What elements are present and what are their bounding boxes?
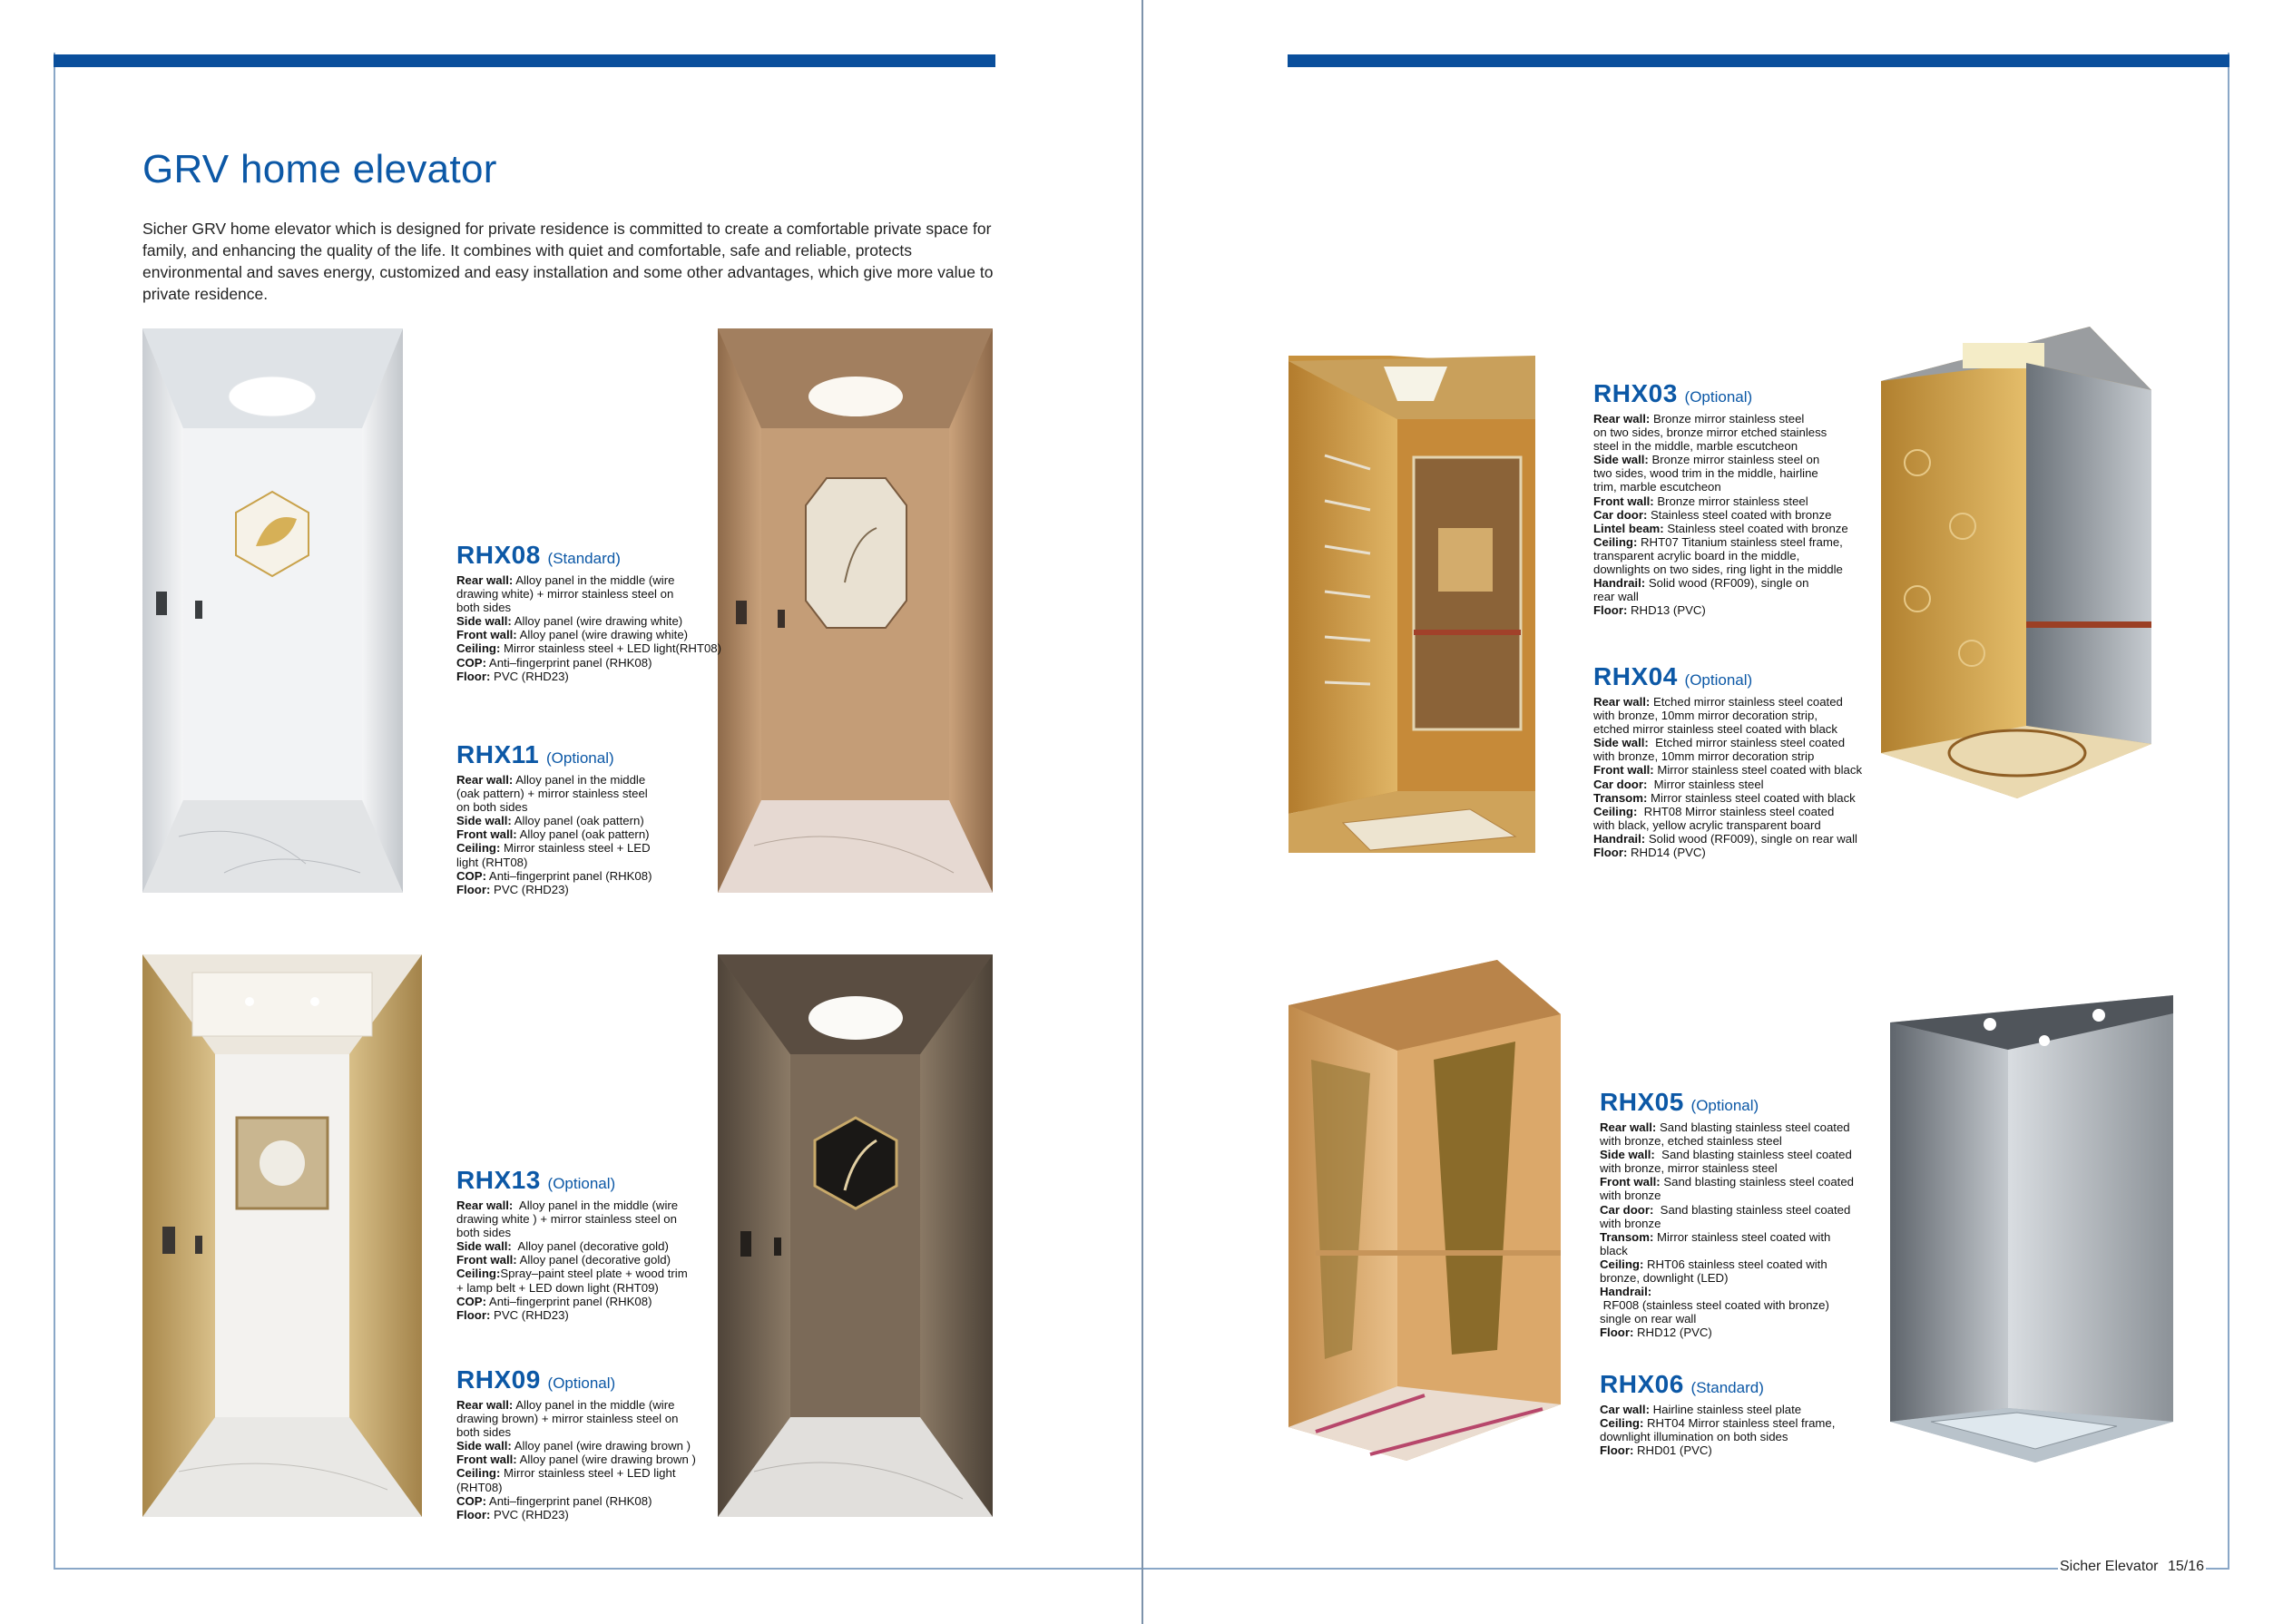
spec-line-text: two sides, wood trim in the middle, hairline <box>1593 466 1818 481</box>
spec-line <box>1600 1230 1881 1244</box>
spec-line <box>456 614 729 628</box>
spec-line <box>456 1508 729 1521</box>
rhx03-spec <box>1593 380 1875 617</box>
spec-line <box>1593 695 1875 709</box>
spec-line-text: transparent acrylic board in the middle, <box>1593 548 1800 563</box>
spec-line-text: PVC (RHD23) <box>490 669 569 683</box>
spec-line-text: Sand blasting stainless steel coated <box>1654 1148 1852 1162</box>
page-footer <box>2058 1559 2206 1575</box>
spec-line <box>1600 1443 1881 1457</box>
spec-line <box>1593 426 1875 439</box>
spec-line <box>1593 590 1875 603</box>
page-spine <box>1142 0 1143 1624</box>
spec-line <box>1593 805 1875 818</box>
spec-line <box>456 1466 729 1480</box>
spec-line-text: RHD01 (PVC) <box>1633 1443 1712 1458</box>
spec-line-text: Anti–fingerprint panel (RHK08) <box>485 868 652 883</box>
spec-line-label: Ceiling: <box>456 1466 501 1481</box>
spec-line <box>456 601 729 614</box>
spec-line-text: both sides <box>456 601 512 615</box>
spec-line <box>1593 439 1875 453</box>
spec-line <box>1600 1148 1881 1161</box>
spec-line-text: Mirror stainless steel + LED light <box>500 1466 676 1481</box>
spec-line-text: Anti–fingerprint panel (RHK08) <box>485 1294 652 1308</box>
spec-line-text: Spray–paint steel plate + wood trim <box>500 1267 688 1281</box>
spec-line-label: Floor: <box>1593 846 1628 860</box>
spec-line-label: COP: <box>456 1493 486 1508</box>
spec-line-text: Anti–fingerprint panel (RHK08) <box>485 1493 652 1508</box>
spec-line-label: Floor: <box>456 882 491 896</box>
spec-line <box>456 1398 729 1412</box>
spec-line-text: Alloy panel (decorative gold) <box>511 1239 669 1254</box>
rhx05-spec <box>1600 1089 1881 1340</box>
spec-line-label: Car wall: <box>1600 1403 1650 1416</box>
spec-line-text: drawing white ) + mirror stainless steel on <box>456 1212 677 1227</box>
spec-line <box>1600 1403 1881 1416</box>
spec-line <box>456 1253 729 1267</box>
spec-line-label: Ceiling: <box>456 641 501 656</box>
spec-line-text: Solid wood (RF009), single on <box>1645 576 1809 591</box>
spec-line-label: COP: <box>456 868 486 883</box>
spec-line-text: PVC (RHD23) <box>490 882 569 896</box>
spec-line-label: Floor: <box>456 669 491 683</box>
spec-line <box>456 1239 729 1253</box>
spec-line-text: Alloy panel (oak pattern) <box>511 814 644 828</box>
spec-line <box>456 1281 729 1295</box>
spec-line-text: with bronze, 10mm mirror decoration strip <box>1593 749 1815 764</box>
spec-line-text: RHT06 stainless steel coated with <box>1643 1257 1827 1271</box>
spec-line-label: Side wall: <box>1593 736 1649 750</box>
spec-line <box>1593 549 1875 563</box>
spec-line-label: Ceiling: <box>1600 1416 1644 1431</box>
spec-line-text: single on rear wall <box>1600 1312 1697 1326</box>
spec-line-label: Front wall: <box>1593 494 1654 508</box>
spec-line-text: Sand blasting stainless steel coated <box>1653 1202 1851 1217</box>
spec-line-text: Etched mirror stainless steel coated <box>1650 695 1843 709</box>
spec-line-label: Handrail: <box>1593 831 1646 846</box>
spec-line-text: Bronze mirror stainless steel <box>1653 494 1808 508</box>
spec-line-text: downlight illumination on both sides <box>1600 1430 1788 1444</box>
spec-line-label: Ceiling: <box>1593 804 1638 818</box>
spec-line-text: RHT08 Mirror stainless steel coated <box>1637 804 1835 818</box>
spec-line <box>456 814 729 827</box>
spec-line <box>1593 563 1875 576</box>
rhx06-model-code: RHX06 <box>1600 1370 1684 1398</box>
rhx05-heading <box>1600 1089 1881 1120</box>
spec-line-text: RHT04 Mirror stainless steel frame, <box>1643 1416 1836 1431</box>
spec-line-text: Alloy panel in the middle (wire <box>513 1398 675 1412</box>
spec-line-text: on two sides, bronze mirror etched stainless <box>1593 426 1827 440</box>
rhx11-heading <box>456 741 729 772</box>
spec-line-text: RHD13 (PVC) <box>1627 603 1706 618</box>
spec-line <box>456 800 729 814</box>
spec-line-text: Stainless steel coated with bronze <box>1647 507 1832 522</box>
spec-line-text: RHD14 (PVC) <box>1627 846 1706 860</box>
spec-line-text: rear wall <box>1593 590 1639 604</box>
spec-line <box>1593 453 1875 466</box>
spec-line-label: Floor: <box>456 1307 491 1322</box>
rhx05-model-code: RHX05 <box>1600 1088 1684 1116</box>
spec-line <box>1600 1175 1881 1189</box>
spec-line-label: Handrail: <box>1593 576 1646 591</box>
rhx08-model-tag: (Standard) <box>547 550 621 567</box>
spec-line <box>1593 576 1875 590</box>
spec-line-label: Floor: <box>1593 603 1628 618</box>
rhx03-model-tag: (Optional) <box>1684 388 1753 406</box>
spec-line-text: Alloy panel (oak pattern) <box>516 827 650 842</box>
spec-line-text: trim, marble escutcheon <box>1593 480 1721 494</box>
spec-line-text: RF008 (stainless steel coated with bronze) <box>1600 1298 1829 1313</box>
spec-line-text: drawing brown) + mirror stainless steel on <box>456 1412 679 1426</box>
left-header-bar <box>54 54 995 67</box>
spec-line-label: Car door: <box>1593 507 1648 522</box>
spec-line-text: Etched mirror stainless steel coated <box>1648 736 1846 750</box>
rhx04-heading <box>1593 663 1875 694</box>
spec-line-label: Handrail: <box>1600 1285 1652 1299</box>
spec-line-text: Sand blasting stainless steel coated <box>1660 1175 1855 1189</box>
spec-line <box>1593 480 1875 494</box>
spec-line <box>456 1295 729 1308</box>
intro-paragraph: Sicher GRV home elevator which is designed for private residence is committed to create a comfortable private space for family, and enhancing the quality of the life. It combines with quiet and comfortable, safe and reliable, protects environmental and saves energy, customized and easy installation and some other advantages, which give more value to private residence. <box>142 220 994 303</box>
spec-line <box>1593 722 1875 736</box>
spec-line <box>1593 778 1875 791</box>
spec-line-label: Rear wall: <box>456 1198 514 1212</box>
right-header-bar <box>1288 54 2229 67</box>
spec-line <box>1593 508 1875 522</box>
spec-line-label: Rear wall: <box>1600 1120 1657 1134</box>
spec-line-label: Front wall: <box>456 628 517 642</box>
spec-line-text: Mirror stainless steel <box>1647 777 1764 791</box>
spec-line-text: Anti–fingerprint panel (RHK08) <box>485 655 652 670</box>
rhx11-model-code: RHX11 <box>456 740 540 768</box>
spec-line-text: Stainless steel coated with bronze <box>1663 521 1848 535</box>
spec-line-text: (RHT08) <box>456 1480 503 1494</box>
spec-line-label: COP: <box>456 1294 486 1308</box>
spec-line-text: with bronze, mirror stainless steel <box>1600 1161 1778 1176</box>
spec-line <box>1600 1285 1881 1312</box>
rhx08-model-code: RHX08 <box>456 541 541 569</box>
spec-line <box>1593 494 1875 508</box>
spec-line <box>1593 412 1875 426</box>
page-title: GRV home elevator <box>142 147 497 191</box>
spec-line-label: Lintel beam: <box>1593 521 1664 535</box>
rhx06-heading <box>1600 1371 1881 1402</box>
rhx13-model-code: RHX13 <box>456 1166 541 1194</box>
rhx06-cabin-image <box>1890 995 2173 1463</box>
spec-line-text: Mirror stainless steel coated with <box>1653 1229 1831 1244</box>
spec-line <box>456 1226 729 1239</box>
spec-line <box>1600 1416 1881 1430</box>
rhx13-cabin-image <box>142 954 422 1517</box>
rhx09-cabin-image <box>718 954 993 1517</box>
rhx04-spec <box>1593 663 1875 859</box>
spec-line-label: Rear wall: <box>456 573 514 587</box>
spec-line-text: Alloy panel in the middle (wire <box>513 1198 679 1212</box>
spec-line-text: Mirror stainless steel coated with black <box>1653 763 1863 778</box>
spec-line-text: RHT07 Titanium stainless steel frame, <box>1637 534 1843 549</box>
spec-line-text: Sand blasting stainless steel coated <box>1656 1120 1850 1134</box>
spec-line <box>1593 763 1875 777</box>
spec-line-label: Side wall: <box>456 1439 512 1453</box>
spec-line-text: with bronze, 10mm mirror decoration strip, <box>1593 709 1818 723</box>
spec-line <box>1600 1244 1881 1257</box>
spec-line-label: Transom: <box>1593 790 1648 805</box>
spec-line-text: drawing white) + mirror stainless steel on <box>456 587 674 602</box>
spec-line-label: Car door: <box>1600 1202 1654 1217</box>
spec-line <box>456 773 729 787</box>
spec-line-label: Side wall: <box>456 1239 512 1254</box>
spec-line-text: with bronze, etched stainless steel <box>1600 1134 1782 1149</box>
spec-line-text: both sides <box>456 1226 512 1240</box>
spec-line-text: with bronze <box>1600 1216 1661 1230</box>
spec-line <box>456 587 729 601</box>
rhx08-cabin-image <box>142 328 403 893</box>
spec-line <box>1600 1134 1881 1148</box>
spec-line-label: Front wall: <box>1600 1175 1661 1189</box>
spec-line <box>456 656 729 670</box>
rhx11-model-tag: (Optional) <box>546 749 614 767</box>
rhx03-heading <box>1593 380 1875 411</box>
spec-line-text: Alloy panel (wire drawing brown ) <box>511 1439 691 1453</box>
spec-line-label: Side wall: <box>1593 453 1649 467</box>
spec-line-text: black <box>1600 1243 1628 1257</box>
spec-line <box>1600 1189 1881 1202</box>
spec-line-text: RHD12 (PVC) <box>1633 1326 1712 1340</box>
rhx09-spec <box>456 1366 729 1521</box>
rhx08-spec <box>456 542 729 683</box>
spec-line <box>1593 791 1875 805</box>
spec-line <box>456 787 729 800</box>
spec-line-text: Alloy panel (wire drawing white) <box>511 614 683 629</box>
rhx04-cabin-image <box>1881 327 2151 798</box>
spec-line <box>456 1267 729 1280</box>
spec-line <box>1593 522 1875 535</box>
rhx13-spec <box>456 1167 729 1322</box>
rhx09-model-code: RHX09 <box>456 1365 541 1394</box>
spec-line-text: Bronze mirror stainless steel <box>1650 412 1805 426</box>
spec-line <box>1593 736 1875 749</box>
spec-line-text: PVC (RHD23) <box>490 1507 569 1521</box>
spec-line-text: PVC (RHD23) <box>490 1307 569 1322</box>
rhx05-cabin-image <box>1288 960 1561 1461</box>
spec-line-label: Rear wall: <box>1593 695 1651 709</box>
spec-line-text: + lamp belt + LED down light (RHT09) <box>456 1280 659 1295</box>
spec-line <box>1600 1271 1881 1285</box>
spec-line-label: Floor: <box>456 1507 491 1521</box>
spec-line <box>456 883 729 896</box>
spec-line <box>1593 818 1875 832</box>
rhx13-model-tag: (Optional) <box>547 1175 616 1192</box>
spec-line-label: Transom: <box>1600 1229 1654 1244</box>
spec-line <box>1600 1161 1881 1175</box>
spec-line-text: Solid wood (RF009), single on rear wall <box>1645 831 1857 846</box>
spec-line-text: Mirror stainless steel coated with black <box>1647 790 1856 805</box>
spec-line-text: bronze, downlight (LED) <box>1600 1271 1729 1286</box>
spec-line <box>1593 749 1875 763</box>
spec-line <box>1593 466 1875 480</box>
spec-line <box>456 1425 729 1439</box>
spec-line <box>456 628 729 641</box>
spec-line-label: Rear wall: <box>456 1398 514 1412</box>
rhx08-heading <box>456 542 729 572</box>
spec-line-label: Ceiling: <box>1600 1257 1644 1271</box>
spec-line-text: Alloy panel in the middle <box>513 773 646 787</box>
spec-line-text: (oak pattern) + mirror stainless steel <box>456 787 648 801</box>
rhx06-spec <box>1600 1371 1881 1457</box>
spec-line-label: Side wall: <box>1600 1148 1655 1162</box>
spec-line <box>456 1412 729 1425</box>
spec-line-text: steel in the middle, marble escutcheon <box>1593 439 1798 454</box>
spec-line <box>456 827 729 841</box>
spec-line <box>1600 1203 1881 1217</box>
rhx09-heading <box>456 1366 729 1397</box>
spec-line-label: Front wall: <box>456 1453 517 1467</box>
spec-line-label: Rear wall: <box>456 773 514 787</box>
spec-line-text: light (RHT08) <box>456 855 528 869</box>
spec-line <box>1593 832 1875 846</box>
spec-line-label: Ceiling: <box>456 841 501 856</box>
rhx03-model-code: RHX03 <box>1593 379 1678 407</box>
spec-line-label: Front wall: <box>456 1253 517 1267</box>
spec-line <box>456 1439 729 1453</box>
spec-line-label: Floor: <box>1600 1326 1634 1340</box>
rhx04-model-code: RHX04 <box>1593 662 1678 690</box>
rhx06-model-tag: (Standard) <box>1690 1379 1764 1396</box>
rhx04-model-tag: (Optional) <box>1684 671 1753 689</box>
spec-line-label: Car door: <box>1593 777 1648 791</box>
spec-line-text: on both sides <box>456 800 528 815</box>
spec-line <box>456 670 729 683</box>
spec-line <box>456 641 729 655</box>
spec-line-label: COP: <box>456 655 486 670</box>
spec-line-text: both sides <box>456 1425 512 1440</box>
spec-line <box>1600 1430 1881 1443</box>
spec-line-label: Front wall: <box>1593 763 1654 778</box>
spec-line-text: Alloy panel (decorative gold) <box>516 1253 671 1267</box>
spec-line <box>1600 1326 1881 1339</box>
spec-line-label: Floor: <box>1600 1443 1634 1458</box>
spec-line-label: Front wall: <box>456 827 517 842</box>
footer-page-numbers: 15/16 <box>2167 1559 2204 1574</box>
spec-line <box>456 1494 729 1508</box>
spec-line <box>1600 1217 1881 1230</box>
spec-line <box>1593 709 1875 722</box>
spec-line <box>456 1198 729 1212</box>
spec-line <box>1593 603 1875 617</box>
spec-line-label: Rear wall: <box>1593 412 1651 426</box>
spec-line-text: with bronze <box>1600 1189 1661 1203</box>
spec-line <box>456 1481 729 1494</box>
spec-line-label: Side wall: <box>456 814 512 828</box>
spec-line-text: Alloy panel (wire drawing brown ) <box>516 1453 696 1467</box>
spec-line-text: Bronze mirror stainless steel on <box>1648 453 1820 467</box>
spec-line <box>456 869 729 883</box>
spec-line-text: downlights on two sides, ring light in the middle <box>1593 563 1843 577</box>
spec-line <box>1600 1312 1881 1326</box>
spec-line-text: etched mirror stainless steel coated with black <box>1593 722 1837 737</box>
spec-line <box>456 1308 729 1322</box>
spec-line-label: Ceiling: <box>456 1267 501 1281</box>
spec-line <box>1600 1257 1881 1271</box>
rhx11-cabin-image <box>718 328 993 893</box>
spec-line-text: Mirror stainless steel + LED light(RHT08) <box>500 641 722 656</box>
spec-line-text: Alloy panel in the middle (wire <box>513 573 675 587</box>
rhx13-heading <box>456 1167 729 1198</box>
spec-line-text: Hairline stainless steel plate <box>1649 1403 1802 1416</box>
spec-line-text: Alloy panel (wire drawing white) <box>516 628 689 642</box>
spec-line <box>456 841 729 855</box>
spec-line-text: Mirror stainless steel + LED <box>500 841 651 856</box>
spec-line <box>456 1453 729 1466</box>
spec-line-label: Ceiling: <box>1593 534 1638 549</box>
spec-line <box>1593 846 1875 859</box>
footer-brand: Sicher Elevator <box>2060 1559 2159 1574</box>
spec-line <box>456 1212 729 1226</box>
spec-line <box>456 856 729 869</box>
spec-line-text: with black, yellow acrylic transparent board <box>1593 817 1821 832</box>
spec-line-label: Side wall: <box>456 614 512 629</box>
spec-line <box>1593 535 1875 549</box>
rhx05-model-tag: (Optional) <box>1690 1097 1759 1114</box>
spec-line <box>1600 1120 1881 1134</box>
rhx03-cabin-image <box>1288 356 1535 853</box>
rhx09-model-tag: (Optional) <box>547 1375 616 1392</box>
spec-line <box>456 573 729 587</box>
rhx11-spec <box>456 741 729 896</box>
